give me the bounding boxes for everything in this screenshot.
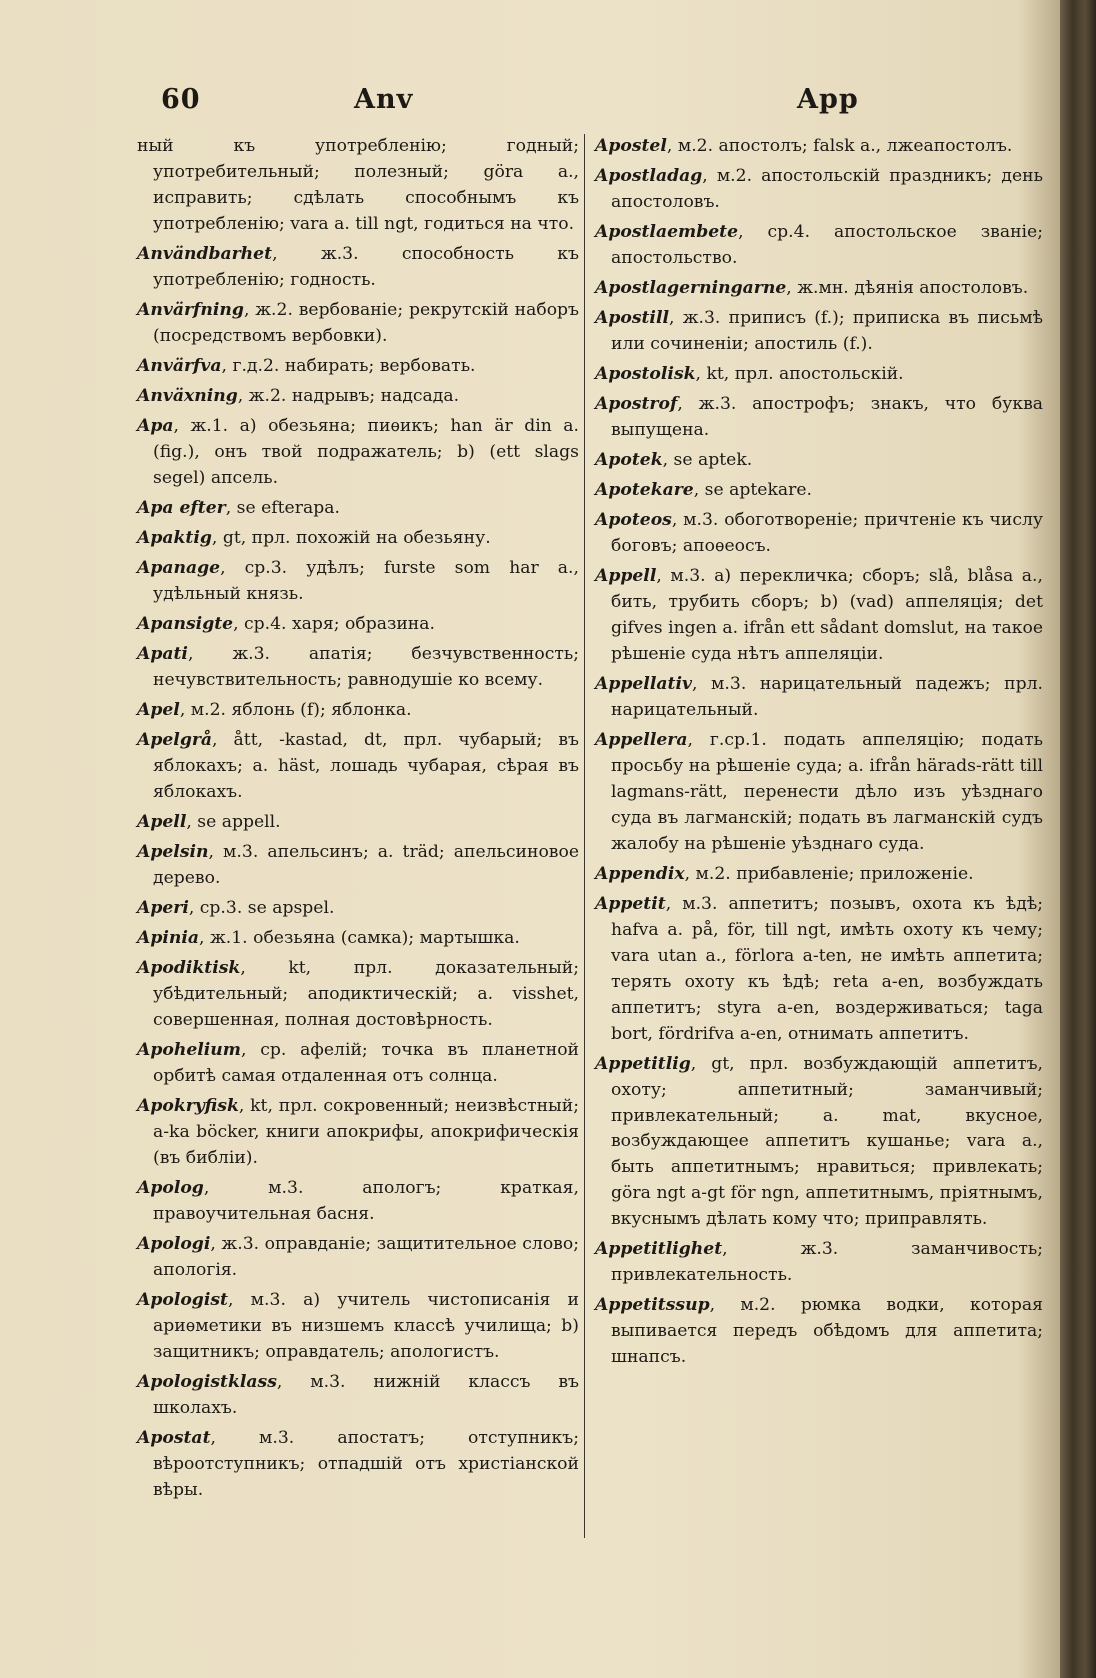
entry-headword: Apinia [137, 928, 200, 949]
entry-definition: , ср.4. апостольское званіе; апостольство. [611, 222, 1043, 268]
entry-definition: , ж.3. оправданіе; защитительное слово; апологія. [153, 1234, 579, 1281]
entry-headword: Apostat [137, 1428, 211, 1449]
entry-headword: Apotek [595, 450, 663, 471]
entry-headword: Apohelium [137, 1040, 241, 1061]
entry-headword: Användbarhet [137, 243, 273, 264]
entry-headword: Apa [137, 416, 174, 436]
entry-definition: , se efterapa. [225, 497, 340, 518]
dictionary-entry [595, 220, 1043, 272]
entry-headword: Apelsin [137, 842, 209, 863]
dictionary-entry [137, 1232, 579, 1284]
dictionary-entry [595, 276, 1043, 302]
entry-definition: , м.3. a) учитель чистописанія и ариѳметики въ низшемъ классѣ училища; b) защитникъ; оправдатель; апологистъ. [153, 1290, 579, 1363]
dictionary-entry [137, 896, 579, 922]
dictionary-entry [137, 556, 579, 608]
entry-headword: Appetitssup [595, 1295, 710, 1316]
entry-definition: , gt, прл. похожій на обезьяну. [211, 528, 491, 548]
entry-definition: , м.3. обоготвореніе; причтеніе къ числу боговъ; апоѳеосъ. [611, 510, 1043, 557]
entry-definition: , ж.1. a) обезьяна; пиѳикъ; han är din a. (fig.), онъ твой подражатель; b) (ett slags segel) апсель. [153, 416, 579, 488]
entry-definition: , м.2. прибавленіе; приложеніе. [684, 864, 974, 884]
column-divider [584, 134, 585, 1538]
dictionary-entry [595, 448, 1043, 474]
dictionary-entry [595, 362, 1043, 388]
entry-definition: , ж.3. заманчивость; привлекательность. [611, 1239, 1043, 1286]
entry-definition: , ж.1. обезьяна (самка); мартышка. [199, 928, 520, 949]
entry-definition: , kt, прл. апостольскій. [695, 364, 904, 385]
entry-definition: , ж.3. способность къ употребленію; годность. [153, 243, 579, 290]
entry-definition: , м.3. апостатъ; отступникъ; вѣроотступникъ; отпадшій отъ христіанской вѣры. [153, 1428, 579, 1500]
entry-headword: Apelgrå [137, 730, 213, 751]
dictionary-entry [137, 612, 579, 638]
entry-definition: , м.2. рюмка водки, которая выпивается передъ обѣдомъ для аппетита; шнапсъ. [611, 1295, 1043, 1368]
entry-definition: , ått, -kastad, dt, прл. чубарый; въ яблокахъ; a. häst, лошадь чубарая, сѣрая въ яблокахъ. [153, 730, 579, 803]
guide-word-left: Anv [354, 84, 414, 115]
entry-definition: , м.3. нарицательный падежъ; прл. нарицательный. [611, 674, 1043, 721]
dictionary-entry [595, 892, 1043, 1047]
entry-headword: Apokryfisk [137, 1096, 239, 1117]
entry-headword: Apaktig [137, 528, 212, 548]
dictionary-entry [595, 672, 1043, 724]
dictionary-entry [595, 164, 1043, 216]
entry-definition: ный къ употребленію; годный; употребительный; полезный; göra a., исправить; сдѣлать способнымъ къ употребленію; vara a. till ngt, годиться на что. [137, 136, 579, 234]
right-column [595, 134, 1043, 1375]
entry-headword: Apansigte [137, 614, 234, 635]
dictionary-entry [137, 1038, 579, 1090]
entry-definition: , г.д.2. набирать; вербовать. [221, 355, 476, 376]
entry-headword: Apostlaembete [595, 222, 739, 243]
entry-definition: , ср.3. se apspel. [188, 898, 335, 919]
dictionary-entry [595, 862, 1043, 888]
dictionary-entry [137, 384, 579, 410]
entry-headword: Appell [595, 566, 657, 587]
dictionary-entry [137, 1094, 579, 1172]
dictionary-entry [137, 496, 579, 522]
dictionary-entry [137, 354, 579, 380]
dictionary-entry [595, 1237, 1043, 1289]
entry-headword: Apel [137, 700, 180, 721]
entry-definition: , ж.мн. дѣянія апостоловъ. [786, 278, 1029, 299]
entry-headword: Apologi [137, 1234, 211, 1255]
entry-definition: , м.2. яблонь (f); яблонка. [179, 700, 412, 721]
entry-headword: Apostlagerningarne [595, 278, 787, 299]
entry-definition: , м.3. a) перекличка; сборъ; slå, blåsa a., бить, трубить сборъ; b) (vad) аппеляція; det gifves ingen a. ifrån ett sådant domslut, на такое рѣшеніе суда нѣтъ аппеляціи. [611, 566, 1043, 665]
entry-headword: Anväxning [137, 385, 238, 406]
dictionary-entry [595, 508, 1043, 560]
dictionary-entry [595, 392, 1043, 444]
entry-headword: Appetitlig [595, 1053, 691, 1074]
entry-headword: Appendix [595, 864, 685, 884]
entry-definition: , м.3. аппетитъ; позывъ, охота къ ѣдѣ; hafva a. på, för, till ngt, имѣть охоту къ чему; vara utan a., förlora a-ten, не имѣть аппетита; терять охоту къ ѣдѣ; reta a-en, возбуждать аппетитъ; styra a-en, воздерживаться; taga bort, fördrifva a-en, отнимать аппетитъ. [611, 894, 1043, 1044]
dictionary-entry [137, 642, 579, 694]
entry-headword: Apanage [137, 558, 221, 579]
guide-word-right: App [797, 84, 859, 115]
entry-headword: Appetit [595, 894, 666, 915]
entry-headword: Appellera [595, 730, 688, 751]
page-number: 60 [161, 84, 201, 115]
dictionary-entry [137, 698, 579, 724]
entry-headword: Apostel [595, 136, 667, 156]
entry-definition: , ср.4. харя; образина. [233, 614, 435, 635]
left-column [137, 134, 579, 1508]
entry-definition: , м.3. апельсинъ; a. träd; апельсиновое дерево. [153, 842, 579, 889]
entry-headword: Apolog [137, 1178, 204, 1199]
entry-definition: , ж.2. надрывъ; надсада. [237, 385, 460, 406]
entry-headword: Apati [137, 644, 188, 665]
dictionary-entry [595, 1293, 1043, 1371]
entry-definition: , kt, прл. доказательный; убѣдительный; аподиктическій; a. visshet, совершенная, полная достовѣрность. [153, 958, 579, 1031]
dictionary-entry [137, 956, 579, 1034]
dictionary-entry [137, 840, 579, 892]
dictionary-entry [137, 728, 579, 806]
entry-definition: , gt, прл. возбуждающій аппетитъ, охоту; аппетитный; заманчивый; привлекательный; a. mat, вкусное, возбуждающее аппетитъ кушанье; vara a., быть аппетитнымъ; нравиться; привлекать; göra ngt a-gt för ngn, аппетитнымъ, пріятнымъ, вкуснымъ дѣлать кому что; приправлять. [611, 1053, 1043, 1230]
dictionary-entry [595, 478, 1043, 504]
dictionary-entry [137, 810, 579, 836]
dictionary-entry [595, 1052, 1043, 1233]
entry-headword: Apostladag [595, 166, 703, 187]
entry-definition: , kt, прл. сокровенный; неизвѣстный; a-ka böcker, книги апокрифы, апокрифическія (въ библіи). [153, 1096, 579, 1169]
entry-definition: , se appell. [186, 812, 281, 833]
dictionary-entry [595, 564, 1043, 668]
dictionary-entry [137, 242, 579, 294]
entry-headword: Apostrof [595, 394, 678, 415]
dictionary-entry [137, 134, 579, 238]
entry-definition: , se aptek. [662, 450, 753, 471]
dictionary-entry [137, 1370, 579, 1422]
entry-definition: , ср.3. удѣлъ; furste som har a., удѣльный князь. [153, 558, 579, 604]
book-binding-edge [1060, 0, 1096, 1678]
dictionary-entry [137, 526, 579, 552]
entry-headword: Appellativ [595, 674, 692, 695]
entry-headword: Apotekare [595, 480, 694, 501]
entry-definition: , м.2. апостолъ; falsk a., лжеапостолъ. [666, 136, 1013, 156]
entry-definition: , ж.3. апатія; безчувственность; нечувствительность; равнодушіе ко всему. [153, 644, 579, 691]
entry-definition: , ж.2. вербованіе; рекрутскій наборъ (посредствомъ вербовки). [153, 299, 579, 346]
entry-definition: , м.3. нижній классъ въ школахъ. [153, 1372, 579, 1419]
dictionary-entry [595, 306, 1043, 358]
dictionary-entry [137, 414, 579, 492]
page-header [0, 84, 1060, 124]
dictionary-entry [595, 134, 1043, 160]
entry-headword: Appetitlighet [595, 1239, 723, 1260]
entry-definition: , м.3. апологъ; краткая, правоучительная басня. [153, 1178, 579, 1225]
entry-headword: Apologist [137, 1290, 228, 1311]
entry-headword: Anvärfning [137, 299, 244, 320]
entry-headword: Apologistklass [137, 1372, 277, 1393]
entry-definition: , ж.3. апострофъ; знакъ, что буква выпущена. [611, 394, 1043, 441]
dictionary-entry [137, 1176, 579, 1228]
entry-headword: Apostill [595, 308, 670, 329]
entry-headword: Aperi [137, 898, 189, 919]
entry-headword: Apodiktisk [137, 958, 241, 979]
dictionary-entry [137, 926, 579, 952]
entry-definition: , se aptekare. [693, 480, 812, 501]
dictionary-entry [137, 298, 579, 350]
entry-headword: Apa efter [137, 497, 226, 518]
entry-definition: , м.2. апостольскій праздникъ; день апостоловъ. [611, 166, 1043, 212]
entry-headword: Apostolisk [595, 364, 696, 385]
dictionary-entry [137, 1426, 579, 1504]
entry-headword: Apoteos [595, 510, 672, 531]
entry-headword: Anvärfva [137, 355, 222, 376]
dictionary-entry [595, 728, 1043, 858]
entry-definition: , ж.3. приписъ (f.); приписка въ письмѣ или сочиненіи; апостиль (f.). [611, 308, 1043, 355]
dictionary-entry [137, 1288, 579, 1366]
entry-headword: Apell [137, 812, 187, 833]
entry-definition: , ср. афелій; точка въ планетной орбитѣ самая отдаленная отъ солнца. [153, 1040, 579, 1087]
entry-definition: , г.ср.1. подать аппеляцію; подать просьбу на рѣшеніе суда; a. ifrån härads-rätt till lagmans-rätt, перенести дѣло изъ уѣзднаго суда въ лагманскій; подать въ лагманскій судъ жалобу на рѣшеніе уѣзднаго суда. [611, 730, 1043, 854]
